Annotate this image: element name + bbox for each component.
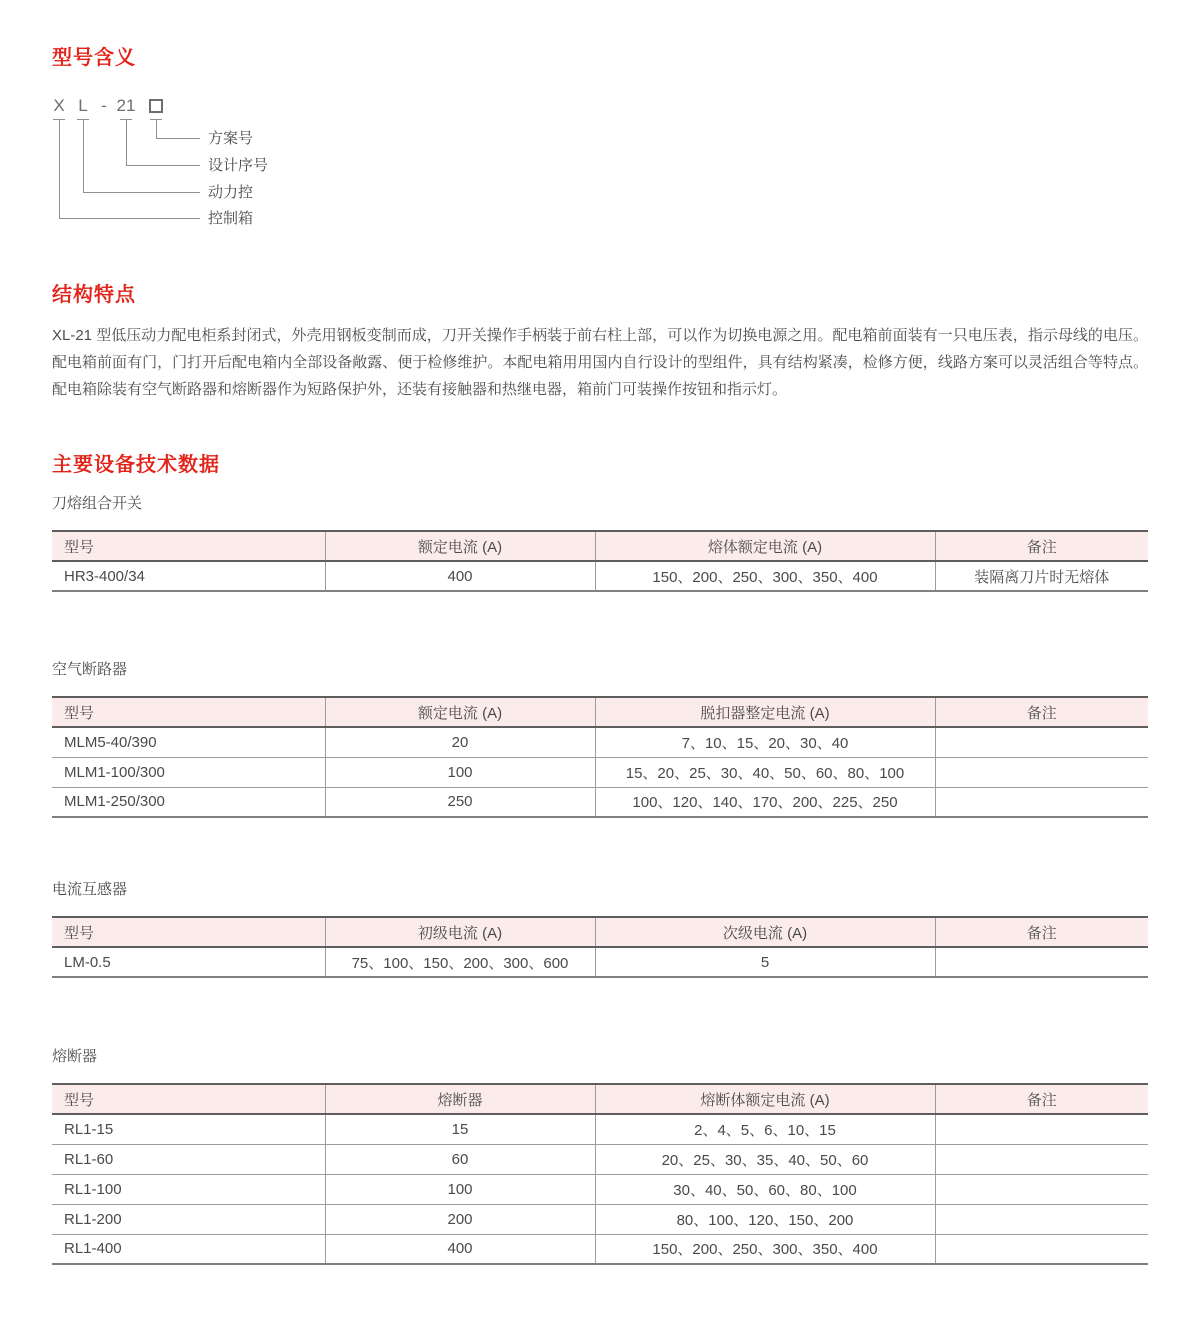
- table-cell: 100、120、140、170、200、225、250: [595, 787, 935, 817]
- section-heading-structure-features: 结构特点: [52, 284, 136, 306]
- caption-air-circuit-breaker: 空气断路器: [52, 661, 128, 678]
- air-circuit-breaker-table: [52, 696, 1148, 818]
- table-cell: 150、200、250、300、350、400: [595, 561, 935, 591]
- table-cell: 2、4、5、6、10、15: [595, 1114, 935, 1144]
- table-cell: [935, 757, 1148, 787]
- model-label-design-serial: 设计序号: [208, 157, 269, 174]
- connector-line: [83, 192, 200, 193]
- column-header: 型号: [52, 1084, 325, 1114]
- table-cell: 7、10、15、20、30、40: [595, 727, 935, 757]
- table-header-row: [52, 917, 1148, 947]
- model-part-21: 21: [116, 96, 136, 115]
- column-header: 备注: [935, 697, 1148, 727]
- column-header: 备注: [935, 917, 1148, 947]
- table-cell: RL1-15: [52, 1114, 325, 1144]
- current-transformer-table: [52, 916, 1148, 978]
- table-cell: [935, 787, 1148, 817]
- section-heading-tech-data: 主要设备技术数据: [52, 454, 220, 476]
- table-cell: [935, 1234, 1148, 1264]
- model-label-control-box: 控制箱: [208, 210, 254, 227]
- table-cell: 100: [325, 1174, 595, 1204]
- connector-line: [59, 218, 200, 219]
- caption-fuse: 熔断器: [52, 1048, 98, 1065]
- table-cell: RL1-200: [52, 1204, 325, 1234]
- table-cell: 15、20、25、30、40、50、60、80、100: [595, 757, 935, 787]
- table-cell: MLM5-40/390: [52, 727, 325, 757]
- connector-line: [156, 119, 157, 138]
- column-header: 额定电流 (A): [325, 531, 595, 561]
- column-header: 型号: [52, 531, 325, 561]
- table-cell: MLM1-250/300: [52, 787, 325, 817]
- table-cell: 80、100、120、150、200: [595, 1204, 935, 1234]
- table-cell: 100: [325, 757, 595, 787]
- table-row: [52, 1204, 1148, 1234]
- column-header: 备注: [935, 1084, 1148, 1114]
- table-cell: [935, 947, 1148, 977]
- table-cell: 60: [325, 1144, 595, 1174]
- table-cell: 20: [325, 727, 595, 757]
- table-cell: 400: [325, 1234, 595, 1264]
- table-header-row: [52, 697, 1148, 727]
- fuse-table: [52, 1083, 1148, 1265]
- table-cell: 20、25、30、35、40、50、60: [595, 1144, 935, 1174]
- caption-current-transformer: 电流互感器: [52, 881, 128, 898]
- column-header: 初级电流 (A): [325, 917, 595, 947]
- structure-features-paragraph: XL-21 型低压动力配电柜系封闭式，外壳用钢板变制而成，刀开关操作手柄装于前右柱上部，可以作为切换电源之用。配电箱前面装有一只电压表，指示母线的电压。配电箱前面有门，门打开后配电箱内全部设备敞露、便于检修维护。本配电箱用用国内自行设计的型组件，具有结构紧凑，检修方便，线路方案可以灵活组合等特点。配电箱除装有空气断路器和熔断器作为短路保护外，还装有接触器和热继电器，箱前门可装操作按钮和指示灯。: [52, 327, 1148, 398]
- column-header: 次级电流 (A): [595, 917, 935, 947]
- table-cell: LM-0.5: [52, 947, 325, 977]
- knife-fuse-combo-switch-table: [52, 530, 1148, 592]
- model-part-l: L: [78, 96, 88, 115]
- table-cell: [935, 1204, 1148, 1234]
- table-header-row: [52, 1084, 1148, 1114]
- section-heading-model-meaning: 型号含义: [52, 47, 136, 69]
- table-cell: 15: [325, 1114, 595, 1144]
- column-header: 熔体额定电流 (A): [595, 531, 935, 561]
- connector-line: [126, 119, 127, 165]
- table-cell: 5: [595, 947, 935, 977]
- model-label-power-control: 动力控: [208, 184, 254, 201]
- model-part-dash: -: [101, 96, 107, 115]
- column-header: 型号: [52, 917, 325, 947]
- table-row: [52, 757, 1148, 787]
- model-designation-diagram: [52, 95, 1148, 235]
- column-header: 熔断体额定电流 (A): [595, 1084, 935, 1114]
- table-row: [52, 1114, 1148, 1144]
- connector-line: [156, 138, 200, 139]
- table-cell: RL1-100: [52, 1174, 325, 1204]
- connector-line: [59, 119, 60, 218]
- table-row: [52, 787, 1148, 817]
- table-cell: 200: [325, 1204, 595, 1234]
- table-cell: 250: [325, 787, 595, 817]
- connector-line: [83, 119, 84, 192]
- model-label-scheme-number: 方案号: [208, 130, 254, 147]
- table-cell: 30、40、50、60、80、100: [595, 1174, 935, 1204]
- column-header: 熔断器: [325, 1084, 595, 1114]
- table-cell: HR3-400/34: [52, 561, 325, 591]
- table-row: [52, 727, 1148, 757]
- table-row: [52, 1174, 1148, 1204]
- table-cell: RL1-400: [52, 1234, 325, 1264]
- table-cell: 装隔离刀片时无熔体: [974, 568, 1110, 586]
- column-header: 脱扣器整定电流 (A): [595, 697, 935, 727]
- table-cell: [935, 1114, 1148, 1144]
- table-cell: 150、200、250、300、350、400: [595, 1234, 935, 1264]
- table-cell: [935, 1144, 1148, 1174]
- table-cell: [935, 1174, 1148, 1204]
- table-cell: 400: [325, 561, 595, 591]
- model-part-x: X: [53, 96, 65, 115]
- table-header-row: [52, 531, 1148, 561]
- table-row: [52, 1234, 1148, 1264]
- table-cell: [935, 727, 1148, 757]
- table-cell: RL1-60: [52, 1144, 325, 1174]
- column-header: 备注: [935, 531, 1148, 561]
- table-row: [52, 1144, 1148, 1174]
- connector-line: [126, 165, 200, 166]
- column-header: 型号: [52, 697, 325, 727]
- table-row: [52, 561, 1148, 591]
- model-placeholder-box-icon: [149, 99, 163, 113]
- table-cell: 75、100、150、200、300、600: [325, 947, 595, 977]
- table-cell: MLM1-100/300: [52, 757, 325, 787]
- column-header: 额定电流 (A): [325, 697, 595, 727]
- caption-knife-fuse-combo-switch: 刀熔组合开关: [52, 495, 143, 512]
- table-row: [52, 947, 1148, 977]
